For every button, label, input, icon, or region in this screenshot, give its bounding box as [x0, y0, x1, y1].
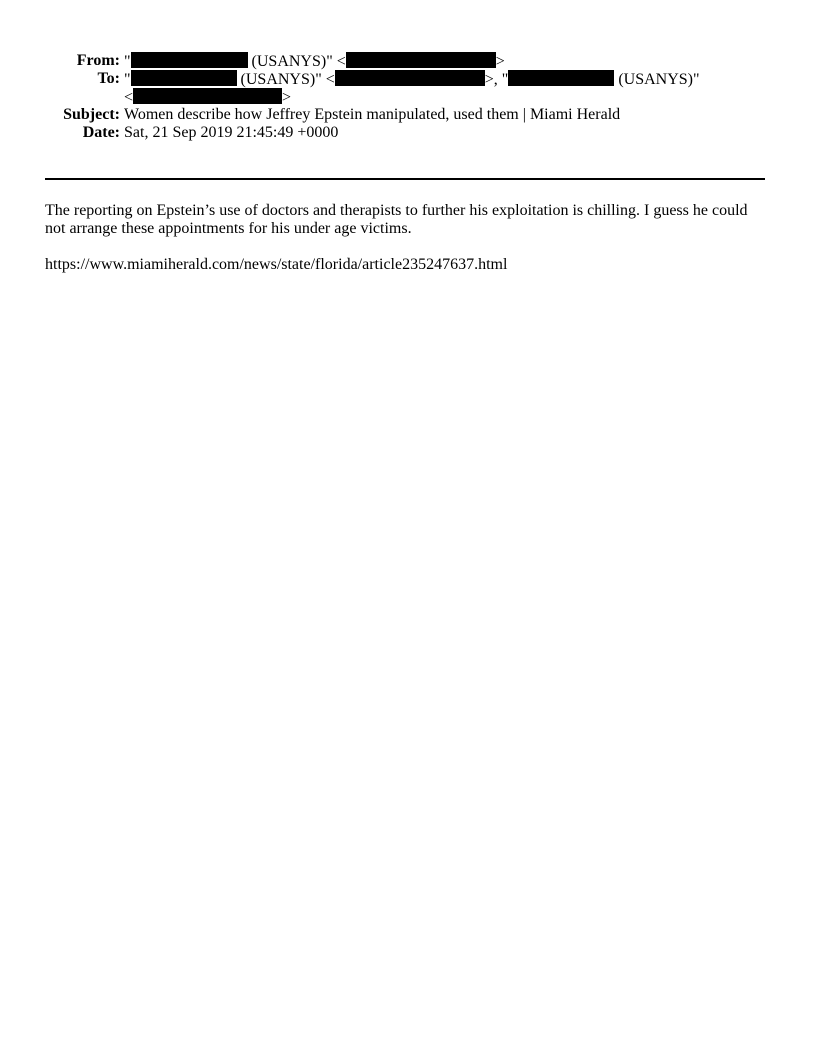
to-value	[124, 70, 700, 89]
redaction-block	[133, 88, 282, 104]
header-divider	[45, 178, 765, 180]
date-value: Sat, 21 Sep 2019 21:45:49 +0000	[124, 124, 339, 141]
from-value	[124, 52, 505, 71]
from-gt: >	[495, 53, 505, 70]
to-org-2: (USANYS)"	[618, 71, 700, 88]
body-paragraph: The reporting on Epstein’s use of doctors and therapists to further his exploitation is chilling. I guess he could not arrange these appointments for his under age victims.	[45, 202, 748, 237]
from-label: From:	[76, 52, 120, 69]
to-label: To:	[97, 70, 120, 87]
to-separator: >, "	[484, 71, 509, 88]
subject-value: Women describe how Jeffrey Epstein manipulated, used them | Miami Herald	[124, 106, 621, 123]
date-row	[0, 124, 816, 142]
subject-row	[0, 106, 816, 124]
redaction-block	[131, 52, 248, 68]
date-label: Date:	[82, 124, 120, 141]
to-lt-2: <	[124, 89, 134, 106]
to-org-1: (USANYS)"	[240, 71, 322, 88]
article-link[interactable]: https://www.miamiherald.com/news/state/florida/article235247637.html	[45, 256, 508, 273]
email-body	[45, 202, 765, 292]
from-quote: "	[124, 53, 131, 70]
from-org: (USANYS)"	[251, 53, 333, 70]
redaction-block	[131, 70, 237, 86]
email-header	[0, 52, 816, 142]
to-quote: "	[124, 71, 131, 88]
to-row	[0, 70, 816, 106]
to-lt-1: <	[325, 71, 335, 88]
from-lt: <	[336, 53, 346, 70]
from-row	[0, 52, 816, 70]
to-gt-2: >	[282, 89, 292, 106]
redaction-block	[335, 70, 485, 86]
to-value-continued	[124, 88, 291, 107]
redaction-block	[508, 70, 614, 86]
redaction-block	[346, 52, 496, 68]
subject-label: Subject:	[63, 106, 120, 123]
